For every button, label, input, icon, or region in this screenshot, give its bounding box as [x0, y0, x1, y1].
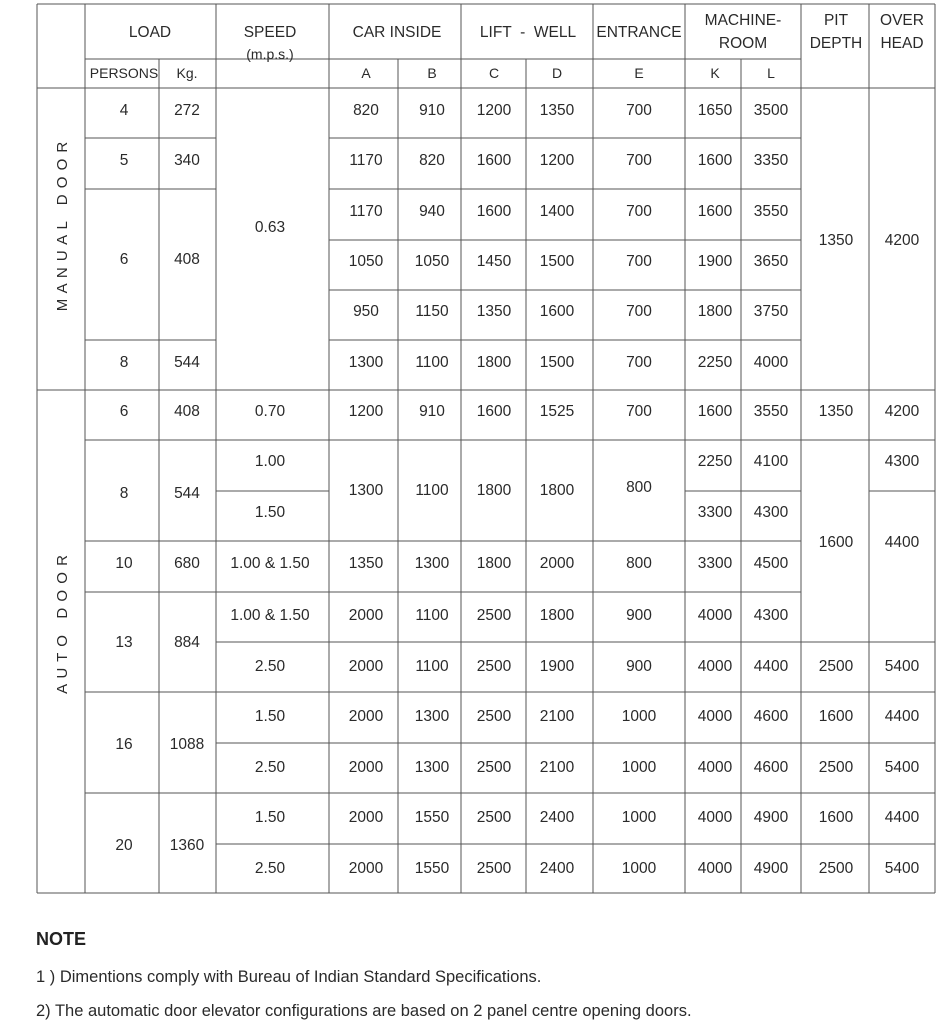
cell-k: 1900 [697, 253, 733, 270]
note-line-2: 2) The automatic door elevator configurations are based on 2 panel centre opening doors. [36, 1002, 692, 1020]
cell-d: 1900 [539, 658, 575, 675]
cell-a: 950 [353, 303, 379, 320]
cell-speed: 1.50 [254, 809, 286, 826]
merged-manual-pit-depth: 1350 [818, 232, 854, 249]
cell-a: 1170 [349, 203, 383, 220]
cell-k: 1600 [697, 403, 733, 420]
cell-kg: 1360 [169, 837, 205, 854]
cell-a: 1350 [348, 555, 384, 572]
cell-k: 4000 [697, 708, 733, 725]
cell-a: 2000 [348, 809, 384, 826]
cell-b: 1550 [414, 809, 450, 826]
subheader-k: K [710, 65, 720, 81]
cell-kg: 544 [174, 485, 200, 502]
cell-pit: 2500 [818, 658, 854, 675]
merged-manual-over-head: 4200 [884, 232, 920, 249]
cell-d: 1400 [539, 203, 575, 220]
cell-l: 4600 [753, 759, 789, 776]
cell-b: 1300 [414, 708, 450, 725]
cell-k: 1800 [697, 303, 733, 320]
cell-c: 2500 [476, 607, 512, 624]
cell-persons: 10 [115, 555, 133, 572]
header-entrance: ENTRANCE [596, 24, 682, 41]
note-title: NOTE [36, 929, 87, 949]
cell-b: 910 [419, 102, 445, 119]
table-body [115, 102, 919, 877]
cell-d: 1500 [539, 253, 575, 270]
cell-a: 2000 [348, 607, 384, 624]
cell-a: 1300 [348, 354, 384, 371]
cell-b: 940 [419, 203, 445, 220]
header-over-head-line1: OVER [880, 12, 924, 29]
cell-persons: 4 [119, 102, 129, 119]
cell-d: 1800 [539, 607, 575, 624]
merged-auto-over-head: 4400 [884, 534, 920, 551]
cell-e: 700 [626, 403, 652, 420]
cell-b: 1550 [414, 860, 450, 877]
cell-l: 4400 [753, 658, 789, 675]
cell-e: 700 [626, 152, 652, 169]
cell-k: 1600 [697, 203, 733, 220]
cell-overhead: 4400 [884, 809, 920, 826]
cell-speed: 1.50 [254, 504, 286, 521]
cell-d: 1500 [539, 354, 575, 371]
group-label-manual-door: M A N U A L D O O R [54, 140, 71, 312]
cell-l: 4900 [753, 860, 789, 877]
cell-e: 700 [626, 303, 652, 320]
header-machine-room-line2: ROOM [718, 35, 768, 52]
cell-d: 1525 [539, 403, 575, 420]
cell-a: 1200 [348, 403, 384, 420]
cell-b: 1100 [415, 354, 449, 371]
cell-d: 1600 [539, 303, 575, 320]
cell-persons: 6 [119, 403, 129, 420]
header-over-head-line2: HEAD [880, 35, 924, 52]
cell-e: 700 [626, 354, 652, 371]
cell-l: 4300 [753, 607, 789, 624]
cell-persons: 8 [119, 485, 129, 502]
cell-d: 1350 [539, 102, 575, 119]
cell-l: 3550 [753, 203, 789, 220]
cell-a: 1050 [348, 253, 384, 270]
cell-b: 820 [419, 152, 445, 169]
cell-e: 1000 [621, 809, 657, 826]
cell-c: 2500 [476, 759, 512, 776]
cell-l: 3750 [753, 303, 789, 320]
subheader-c: C [488, 65, 500, 81]
note-line-1: 1 ) Dimentions comply with Bureau of Indian Standard Specifications. [36, 968, 542, 986]
cell-c: 2500 [476, 860, 512, 877]
cell-k: 3300 [697, 504, 733, 521]
cell-speed: 2.50 [254, 759, 286, 776]
cell-persons: 16 [115, 736, 133, 753]
cell-l: 4500 [753, 555, 789, 572]
cell-e: 1000 [621, 860, 657, 877]
header-speed-line2: (m.p.s.) [246, 46, 294, 62]
cell-a: 1170 [349, 152, 383, 169]
cell-pit: 1350 [818, 403, 854, 420]
cell-speed: 1.00 & 1.50 [230, 555, 310, 572]
cell-a: 2000 [348, 708, 384, 725]
cell-c: 1200 [476, 102, 512, 119]
cell-e: 700 [626, 203, 652, 220]
cell-kg: 544 [174, 354, 200, 371]
subheader-b: B [427, 65, 437, 81]
cell-k: 1600 [697, 152, 733, 169]
cell-c: 2500 [476, 658, 512, 675]
cell-k: 4000 [697, 860, 733, 877]
cell-persons: 6 [119, 251, 129, 268]
cell-l: 4100 [753, 453, 789, 470]
cell-e: 800 [626, 555, 652, 572]
cell-c: 1800 [476, 354, 512, 371]
cell-e: 800 [626, 479, 652, 496]
cell-a: 1300 [348, 482, 384, 499]
cell-d: 2100 [539, 759, 575, 776]
cell-l: 3650 [753, 253, 789, 270]
subheader-e: E [634, 65, 644, 81]
cell-kg: 408 [174, 403, 200, 420]
cell-pit: 2500 [818, 860, 854, 877]
cell-d: 2400 [539, 809, 575, 826]
header-lift-well: LIFT - WELL [479, 24, 577, 41]
cell-a: 2000 [348, 759, 384, 776]
cell-d: 1200 [539, 152, 575, 169]
cell-c: 1350 [476, 303, 512, 320]
cell-l: 4000 [753, 354, 789, 371]
cell-k: 2250 [697, 354, 733, 371]
cell-c: 1800 [476, 482, 512, 499]
cell-overhead: 5400 [884, 860, 920, 877]
subheader-l: L [767, 65, 775, 81]
subheader-a: A [361, 65, 371, 81]
group-label-auto-door: A U T O D O O R [54, 554, 71, 694]
cell-kg: 884 [174, 634, 200, 651]
cell-speed: 2.50 [254, 658, 286, 675]
header-speed-line1: SPEED [243, 24, 297, 41]
cell-kg: 1088 [169, 736, 205, 753]
cell-kg: 680 [174, 555, 200, 572]
cell-a: 820 [353, 102, 379, 119]
cell-overhead: 4200 [884, 403, 920, 420]
cell-e: 900 [626, 607, 652, 624]
subheader-kg: Kg. [176, 65, 198, 81]
cell-pit: 2500 [818, 759, 854, 776]
cell-l: 4300 [753, 504, 789, 521]
header-pit-depth-line2: DEPTH [809, 35, 863, 52]
header-machine-room-line1: MACHINE- [704, 12, 782, 29]
cell-overhead: 5400 [884, 759, 920, 776]
cell-b: 910 [419, 403, 445, 420]
cell-a: 2000 [348, 860, 384, 877]
cell-b: 1100 [415, 658, 449, 675]
cell-b: 1300 [414, 555, 450, 572]
header-load: LOAD [128, 24, 172, 41]
cell-b: 1300 [414, 759, 450, 776]
cell-b: 1050 [414, 253, 450, 270]
cell-kg: 272 [174, 102, 200, 119]
cell-d: 1800 [539, 482, 575, 499]
header-car-inside: CAR INSIDE [352, 24, 442, 41]
cell-kg: 340 [174, 152, 200, 169]
merged-manual-speed: 0.63 [254, 219, 286, 236]
cell-pit: 1600 [818, 809, 854, 826]
cell-overhead: 5400 [884, 658, 920, 675]
cell-persons: 20 [115, 837, 133, 854]
cell-speed: 2.50 [254, 860, 286, 877]
header-pit-depth-line1: PIT [823, 12, 849, 29]
cell-kg: 408 [174, 251, 200, 268]
cell-l: 3350 [753, 152, 789, 169]
cell-e: 700 [626, 253, 652, 270]
cell-speed: 1.50 [254, 708, 286, 725]
cell-k: 4000 [697, 607, 733, 624]
cell-c: 1450 [476, 253, 512, 270]
cell-k: 2250 [697, 453, 733, 470]
subheader-persons: PERSONS [89, 65, 159, 81]
cell-pit: 1600 [818, 708, 854, 725]
cell-l: 4600 [753, 708, 789, 725]
cell-overhead: 4300 [884, 453, 920, 470]
subheader-d: D [551, 65, 563, 81]
cell-e: 1000 [621, 759, 657, 776]
cell-b: 1100 [415, 607, 449, 624]
cell-persons: 8 [119, 354, 129, 371]
cell-k: 4000 [697, 658, 733, 675]
merged-auto-pit-depth: 1600 [818, 534, 854, 551]
cell-e: 700 [626, 102, 652, 119]
cell-e: 1000 [621, 708, 657, 725]
cell-c: 1600 [476, 403, 512, 420]
cell-speed: 1.00 [254, 453, 286, 470]
cell-k: 1650 [697, 102, 733, 119]
cell-l: 3500 [753, 102, 789, 119]
cell-d: 2000 [539, 555, 575, 572]
cell-c: 1600 [476, 203, 512, 220]
cell-a: 2000 [348, 658, 384, 675]
cell-persons: 5 [119, 152, 129, 169]
cell-d: 2400 [539, 860, 575, 877]
cell-l: 3550 [753, 403, 789, 420]
cell-speed: 1.00 & 1.50 [230, 607, 310, 624]
cell-c: 1600 [476, 152, 512, 169]
cell-l: 4900 [753, 809, 789, 826]
cell-k: 3300 [697, 555, 733, 572]
cell-k: 4000 [697, 809, 733, 826]
cell-persons: 13 [115, 634, 133, 651]
cell-c: 1800 [476, 555, 512, 572]
cell-c: 2500 [476, 809, 512, 826]
cell-speed: 0.70 [254, 403, 286, 420]
cell-c: 2500 [476, 708, 512, 725]
cell-e: 900 [626, 658, 652, 675]
cell-overhead: 4400 [884, 708, 920, 725]
cell-b: 1150 [415, 303, 449, 320]
cell-b: 1100 [415, 482, 449, 499]
cell-d: 2100 [539, 708, 575, 725]
cell-k: 4000 [697, 759, 733, 776]
